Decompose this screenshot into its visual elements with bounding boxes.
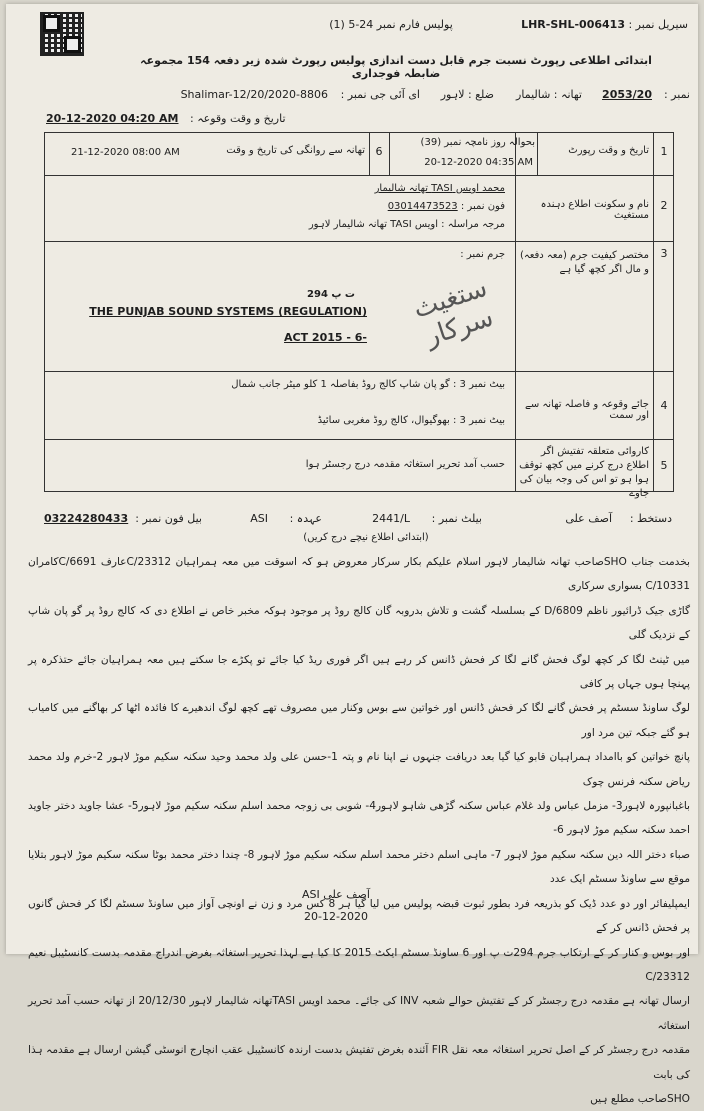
row5-label: کاروائی متعلقہ تفتیش اگر اطلاع درج کرنے میں کچھ توقف ہوا ہو تو اس کی وجہ بیان کی جاوے xyxy=(519,446,649,499)
col6-label: تھانہ سے روانگی کی تاریخ و وقت xyxy=(226,145,365,156)
body-line: ارسال تھانہ ہے مقدمہ درج رجسٹر کر کے تفتیش حوالے شعبہ INV کی جائے۔ محمد اویس TASIتھانہ شالیمار لاہور 20/12/30 از تھانہ حسب آمد تحریر استغاثہ xyxy=(28,995,690,1032)
occurrence-datetime: 20-12-2020 04:20 AM xyxy=(46,112,179,125)
footer-date: 20-12-2020 xyxy=(304,910,368,923)
row4-label: جائے وقوعہ و فاصلہ تھانہ سے اور سمت xyxy=(524,399,649,421)
ig-label: ای آئی جی نمبر : xyxy=(340,88,420,101)
roznamcha-label: بحوالہ روز نامچہ نمبر xyxy=(444,137,535,148)
row5-number: 5 xyxy=(660,459,668,472)
police-station: تھانہ : شالیمار xyxy=(516,88,582,101)
complainant-memo: مرجہ مراسلہ : اویس TASI تھانہ شالیمار لاہور xyxy=(308,219,505,230)
officer-phone: 03224280433 xyxy=(44,512,129,525)
body-line: میں ٹینٹ لگا کر کچھ لوگ فحش گانے لگا کر فحش ڈانس کر رہے ہیں اگر فوری ریڈ کیا جائے تو پکڑے جا سکتے ہیں معہ ہمراہیان جائے حتذکرہ پر پہنچا ہوں جہاں پر کافی xyxy=(28,653,690,691)
fir-number-label: نمبر : xyxy=(663,88,690,101)
fir-number: 2053/20 xyxy=(602,88,652,101)
serial-label: سیریل نمبر : xyxy=(628,18,688,31)
location-line1: بیٹ نمبر 3 : گو پان شاپ کالج روڈ بفاصلہ 1 کلو میٹر جانب شمال xyxy=(231,379,505,390)
first-info-subtitle: (ابتدائی اطلاع نیچے درج کریں) xyxy=(303,532,429,543)
row2-number: 2 xyxy=(660,199,668,212)
complainant-phone: 03014473523 xyxy=(387,201,458,212)
offence-section: 294 ت پ xyxy=(307,289,355,300)
body-line: ایمپلیفائر اور دو عدد ڈیک کو بذریعہ فرد بطور ثبوت قبضہ پولیس میں لیا گیا ہر 8 کس مرد و زن نے اونچی آواز میں ساونڈ سسٹم لگا کر فحش گانوں پر فحش ڈانس کر کے xyxy=(28,897,690,935)
row3-label: مختصر کیفیت جرم (معہ دفعہ) و مال اگر کچھ گیا ہے xyxy=(519,250,649,275)
complainant-phone-label: فون نمبر : xyxy=(460,201,505,212)
handwritten-annotation: ستغیث سرکار xyxy=(409,272,498,353)
complainant-phone-line xyxy=(195,201,505,212)
body-line: SHOصاحب مطلع ہیں xyxy=(590,1092,690,1105)
mobile-label: بیل فون نمبر : xyxy=(135,512,202,525)
body-line: اور بوس و کنار کر کے ارتکاب جرم 294ت پ اور 6 ساونڈ سسٹم ایکٹ 2015 کا کیا ہے لہذا تحریر استغاثہ بغرض اندراج مقدمہ بدست کانسٹیبل نعیم C/23312 xyxy=(28,946,690,983)
occurrence-label: تاریخ و وقت وقوعہ : xyxy=(190,112,286,125)
qr-code xyxy=(40,12,84,56)
officer-rank: ASI xyxy=(250,512,268,525)
belt-label: بیلٹ نمبر : xyxy=(431,512,482,525)
row1-label: تاریخ و وقت رپورٹ xyxy=(568,145,649,156)
sign-label: دستخط : xyxy=(629,512,672,525)
action-taken: حسب آمد تحریر استغاثہ مقدمہ درج رجسٹر ہوا xyxy=(305,459,505,470)
rank-label: عہدہ : xyxy=(289,512,322,525)
footer-signature xyxy=(256,884,416,928)
footer-name: آصف علی xyxy=(323,888,370,901)
footer-name-line xyxy=(256,884,416,906)
ig-number: Shalimar-12/20/2020-8806 xyxy=(180,88,328,101)
act-name-line1: THE PUNJAB SOUND SYSTEMS (REGULATION) xyxy=(89,305,367,318)
departure-datetime: 21-12-2020 08:00 AM xyxy=(71,147,180,158)
serial-number: LHR-SHL-006413 xyxy=(521,18,625,31)
act-name-line2: ACT 2015 - 6- xyxy=(284,331,367,344)
footer-rank: ASI xyxy=(302,888,320,901)
report-title: ابتدائی اطلاعی رپورٹ نسبت جرم قابل دست اندازی پولیس رپورٹ شدہ زیر دفعہ 154 مجموعہ ضابطہ فوجداری xyxy=(140,54,652,80)
officer-name: آصف علی xyxy=(565,512,612,525)
serial-number-block xyxy=(518,18,688,31)
district: ضلع : لاہور xyxy=(440,88,494,101)
col6-number: 6 xyxy=(375,145,383,158)
fir-table xyxy=(44,132,674,499)
location-line2: بیٹ نمبر 3 : بھوگیوال، کالج روڈ مغربی سائیڈ xyxy=(317,415,505,426)
body-line: پانچ خواتین کو باامداد ہمراہیان قابو کیا گیا بعد دریافت جنہوں نے اپنا نام و پتہ 1-حسن علی ولد محمد وحید سکنہ سکیم موڑ لاہور 2-خرم ولد محمد ریاض سکنہ فرنس چوک xyxy=(28,751,690,788)
signature-line xyxy=(44,512,672,530)
body-line: بخدمت جناب SHOصاحب تھانہ شالیمار لاہور اسلام علیکم بکار سرکار معروض ہو کہ اسوقت میں معہ ہمراہیان C/23312عارف C/6691کامران C/10331 بسواری سرکاری xyxy=(28,556,690,593)
body-line: لوگ ساونڈ سسٹم پر فحش گانے لگا کر فحش ڈانس اور خواتین سے بوس وکنار میں مصروف تھے کچھ لوگ اندھیرے کا فائدہ اٹھا کر بھاگنے میں کامیاب ہو گئے جبکہ تین مرد اور xyxy=(28,702,690,739)
body-line: صباء دختر اللہ دین سکنہ سکیم موڑ لاہور 7- ماہی اسلم دختر محمد اسلم سکنہ سکیم موڑ لاہور 8- چندا دختر محمد بوٹا سکنہ سکیم موڑ لاہور بتلایا موقع سے ساونڈ سسٹم ایک عدد xyxy=(28,848,690,886)
row4-number: 4 xyxy=(660,399,668,412)
fir-info-line xyxy=(26,88,690,106)
body-line: مقدمہ درج رجسٹر کر کے اصل تحریر استغاثہ معہ نقل FIR آئندہ بغرض تفتیش بدست ارندہ کانسٹیبل عقب انچارج انوسٹی گیشن ارسال ہے مقدمہ ہذا کی بابت xyxy=(28,1044,691,1081)
occurrence-block xyxy=(46,112,286,125)
complainant-name: محمد اویس TASI تھانہ شالیمار xyxy=(374,183,505,194)
row2-label: نام و سکونت اطلاع دہندہ مستغیث xyxy=(540,199,649,221)
form-title: پولیس فارم نمبر 24-5 (1) xyxy=(329,18,453,31)
first-information-body xyxy=(28,550,690,1111)
fir-document xyxy=(6,4,698,1105)
row1-number: 1 xyxy=(660,145,668,158)
body-line: باغبانپورہ لاہور3- مزمل عباس ولد غلام عباس سکنہ گڑھی شاہو لاہور4- شوبی بی زوجہ محمد اسلم سکنہ سکیم موڑ لاہور5- عشا جاوید دختر جاوید احمد سکنہ سکیم موڑ لاہور 6- xyxy=(28,800,690,837)
roznamcha-number: (39) xyxy=(420,137,442,148)
report-datetime: 20-12-2020 04:35 AM xyxy=(424,157,533,168)
belt-number: 2441/L xyxy=(372,512,410,525)
row3-number: 3 xyxy=(660,247,668,260)
body-line: گاڑی جیک ڈرائیور ناظم D/6809 کے بسلسلہ گشت و تلاش بدروبہ گان کالج روڈ پر موجود ہوکہ مخبر خاص نے اطلاع دی کہ کالج روڈ پر گو پان شاپ کے نزدیک گلی xyxy=(28,604,690,642)
row1-reference xyxy=(393,137,535,148)
offence-heading: جرم نمبر : xyxy=(460,249,505,260)
